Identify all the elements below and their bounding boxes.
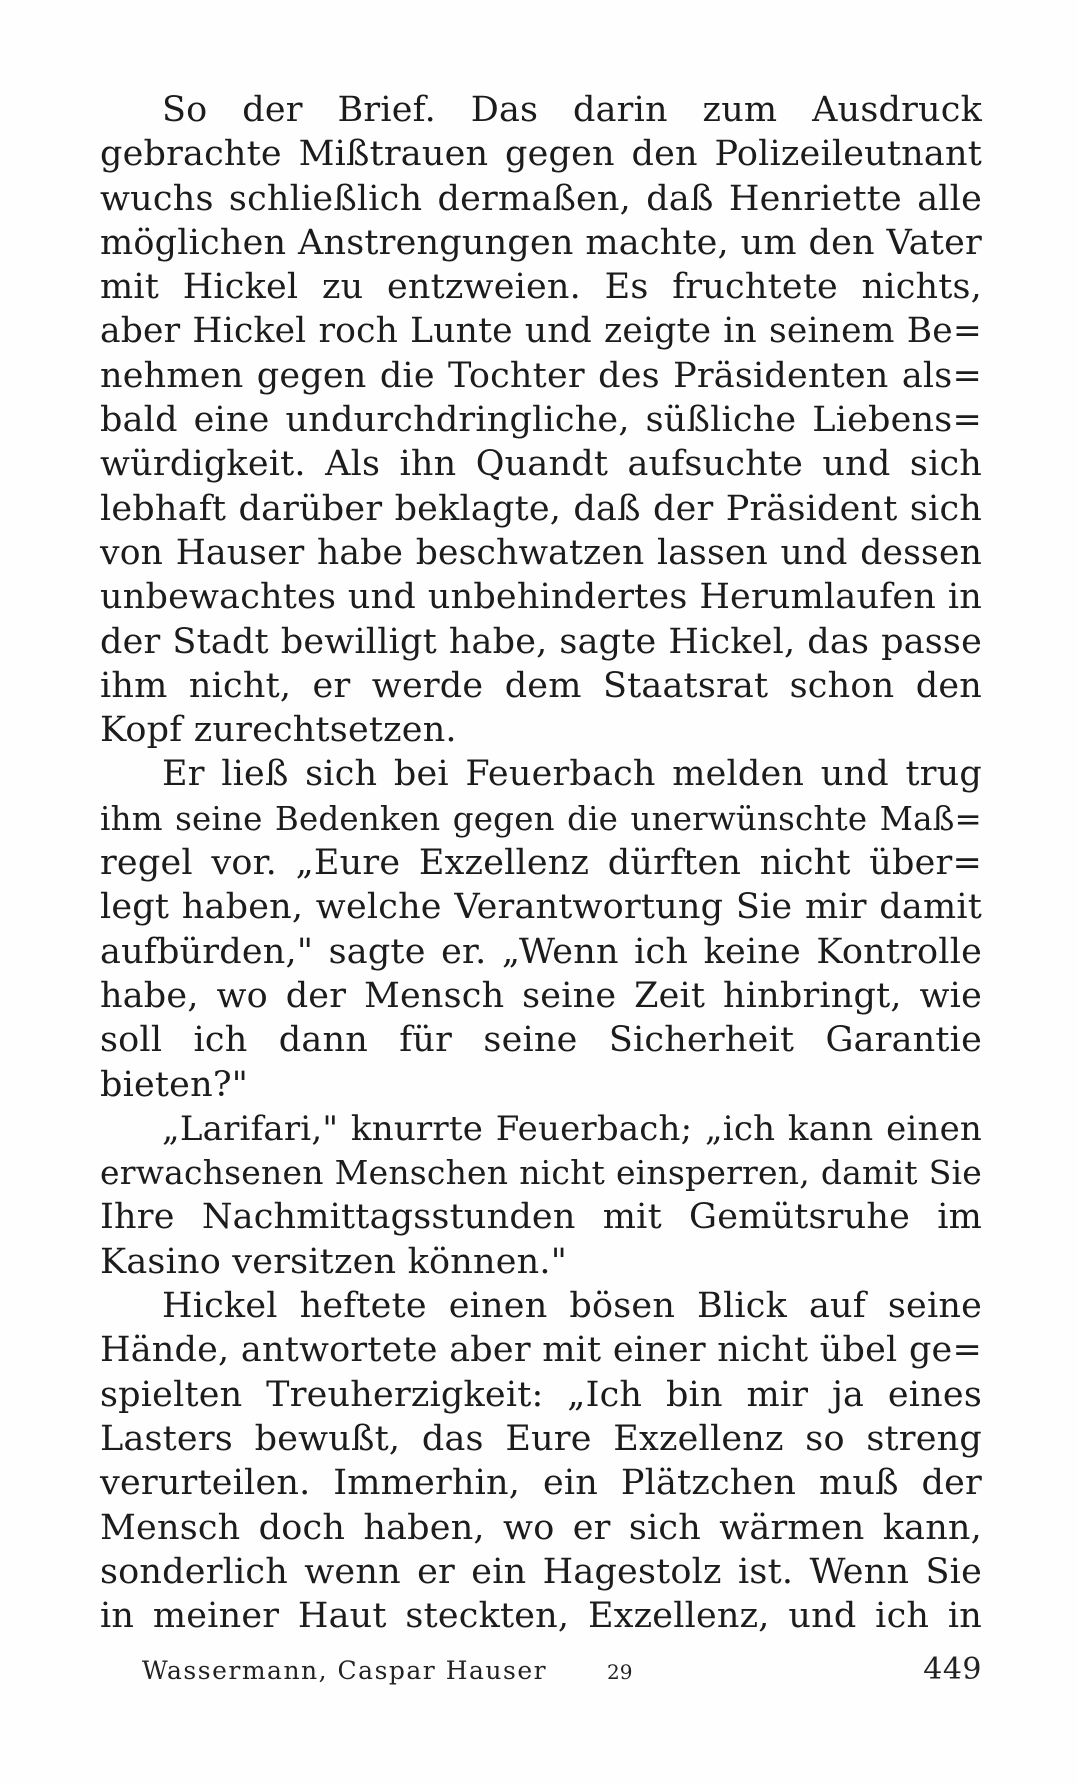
text-line: Kasino versitzen können." (100, 1241, 568, 1282)
text-line: lebhaft darüber beklagte, daß der Präsident sich (100, 488, 982, 529)
text-line: Er ließ sich bei Feuerbach melden und trug (162, 754, 982, 795)
text-line: Kopf zurechtsetzen. (100, 710, 457, 751)
text-line: Mensch doch haben, wo er sich wärmen kann, (100, 1507, 982, 1548)
text-line: Ihre Nachmittagsstunden mit Gemütsruhe im (100, 1197, 982, 1238)
text-line: soll ich dann für seine Sicherheit Garantie (100, 1020, 982, 1061)
text-line: ihm seine Bedenken gegen die unerwünschte Maß= (100, 799, 982, 838)
text-line: So der Brief. Das darin zum Ausdruck (162, 90, 982, 130)
text-line: aufbürden," sagte er. „Wenn ich keine Kontrolle (100, 931, 982, 972)
text-line: regel vor. „Eure Exzellenz dürften nicht über= (100, 843, 982, 884)
footer-signature: Wassermann, Caspar Hauser (142, 1656, 548, 1685)
text-line: würdigkeit. Als ihn Quandt aufsuchte und sich (100, 444, 982, 485)
text-line: nehmen gegen die Tochter des Präsidenten als= (100, 355, 982, 396)
text-line: bieten?" (100, 1064, 249, 1105)
text-line: Lasters bewußt, das Eure Exzellenz so streng (100, 1418, 982, 1459)
page-footer (142, 1652, 982, 1692)
text-line: spielten Treuherzigkeit: „Ich bin mir ja eines (100, 1374, 982, 1415)
text-line: aber Hickel roch Lunte und zeigte in seinem Be= (100, 311, 982, 352)
footer-signature-number: 29 (607, 1660, 633, 1684)
text-line: von Hauser habe beschwatzen lassen und dessen (100, 532, 982, 573)
text-line: in meiner Haut steckten, Exzellenz, und ich in (100, 1596, 982, 1637)
text-line: gebrachte Mißtrauen gegen den Polizeileutnant (100, 134, 982, 175)
text-line: Hickel heftete einen bösen Blick auf seine (162, 1286, 982, 1327)
text-line: ihm nicht, er werde dem Staatsrat schon den (100, 665, 982, 706)
text-line: verurteilen. Immerhin, ein Plätzchen muß der (100, 1463, 982, 1504)
text-line: „Larifari," knurrte Feuerbach; „ich kann einen (162, 1108, 982, 1149)
text-line: wuchs schließlich dermaßen, daß Henriette alle (100, 178, 982, 219)
text-line: sonderlich wenn er ein Hagestolz ist. Wenn Sie (100, 1551, 982, 1592)
body-text (100, 88, 982, 1638)
text-line: erwachsenen Menschen nicht einsperren, damit Sie (100, 1153, 982, 1193)
text-line: der Stadt bewilligt habe, sagte Hickel, das passe (100, 621, 982, 662)
text-line: Hände, antwortete aber mit einer nicht übel ge= (100, 1330, 982, 1371)
page-number: 449 (923, 1652, 982, 1687)
text-line: unbewachtes und unbehindertes Herumlaufen in (100, 577, 982, 618)
text-line: mit Hickel zu entzweien. Es fruchtete nichts, (100, 267, 982, 308)
text-line: bald eine undurchdringliche, süßliche Liebens= (100, 400, 982, 441)
text-line: habe, wo der Mensch seine Zeit hinbringt, wie (100, 975, 982, 1016)
text-line: legt haben, welche Verantwortung Sie mir damit (100, 887, 982, 928)
text-line: möglichen Anstrengungen machte, um den Vater (100, 222, 982, 263)
